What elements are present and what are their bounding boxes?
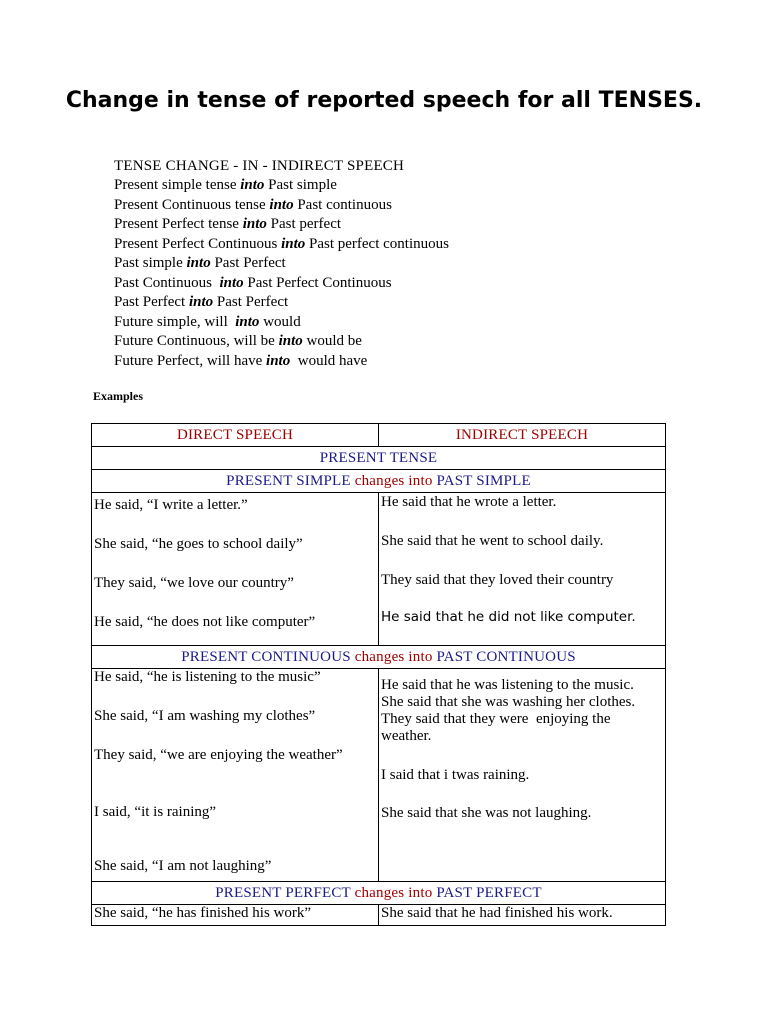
rule-line: Present Perfect Continuous into Past perfect continuous	[114, 235, 449, 252]
section-row	[92, 470, 666, 493]
rule-line: Future simple, will into would	[114, 313, 301, 330]
rule-line: Future Perfect, will have into would have	[114, 352, 368, 369]
example-direct: He said, “he does not like computer”	[94, 614, 316, 630]
direct-cell	[92, 493, 379, 646]
examples-table	[91, 423, 666, 926]
rule-line: Present simple tense into Past simple	[114, 177, 337, 193]
example-direct: She said, “he has finished his work”	[94, 905, 312, 921]
present-perfect-heading: PRESENT PERFECT changes into PAST PERFECT	[92, 882, 666, 905]
direct-cell	[92, 669, 379, 882]
direct-cell	[92, 905, 379, 926]
rules-heading: TENSE CHANGE - IN - INDIRECT SPEECH	[114, 158, 405, 174]
section-row	[92, 646, 666, 669]
example-indirect: She said that he had finished his work.	[381, 905, 613, 921]
examples-label: Examples	[93, 389, 144, 403]
table-row	[92, 905, 666, 926]
section-row	[92, 447, 666, 470]
rule-line: Past simple into Past Perfect	[114, 255, 286, 271]
table-header-row	[92, 424, 666, 447]
indirect-speech-header: INDIRECT SPEECH	[379, 424, 666, 447]
example-indirect: I said that i twas raining.	[381, 767, 530, 783]
example-direct: I said, “it is raining”	[94, 804, 217, 820]
example-indirect: They said that they were enjoying the weather.	[381, 711, 615, 744]
example-direct: They said, “we love our country”	[94, 575, 294, 591]
indirect-cell	[379, 905, 666, 926]
rule-line: Present Continuous tense into Past continuous	[114, 196, 392, 213]
section-row	[92, 882, 666, 905]
example-indirect: He said that he was listening to the music.	[381, 677, 634, 693]
present-continuous-heading: PRESENT CONTINUOUS changes into PAST CONTINUOUS	[92, 646, 666, 669]
table-row	[92, 493, 666, 646]
page-title: Change in tense of reported speech for all TENSES.	[65, 88, 703, 113]
example-indirect: He said that he wrote a letter.	[381, 494, 557, 510]
example-direct: She said, “he goes to school daily”	[94, 536, 303, 552]
indirect-cell	[379, 669, 666, 882]
example-indirect: She said that she was not laughing.	[381, 805, 592, 821]
example-indirect: She said that he went to school daily.	[381, 533, 604, 549]
present-simple-heading: PRESENT SIMPLE changes into PAST SIMPLE	[92, 470, 666, 493]
table-row	[92, 669, 666, 882]
rule-line: Past Continuous into Past Perfect Continuous	[114, 274, 392, 291]
example-direct: She said, “I am not laughing”	[94, 858, 272, 874]
tense-rules	[114, 156, 449, 371]
rule-line: Present Perfect tense into Past perfect	[114, 216, 342, 232]
present-tense-heading: PRESENT TENSE	[92, 447, 666, 470]
indirect-cell	[379, 493, 666, 646]
example-indirect: She said that she was washing her clothes.	[381, 694, 636, 710]
direct-speech-header: DIRECT SPEECH	[92, 424, 379, 447]
example-direct: She said, “I am washing my clothes”	[94, 708, 316, 724]
rule-line: Future Continuous, will be into would be	[114, 333, 362, 349]
example-direct: He said, “I write a letter.”	[94, 497, 248, 513]
example-direct: He said, “he is listening to the music”	[94, 669, 321, 685]
example-indirect: He said that he did not like computer.	[381, 609, 636, 625]
rule-line: Past Perfect into Past Perfect	[114, 294, 289, 310]
example-direct: They said, “we are enjoying the weather”	[94, 747, 343, 763]
example-indirect: They said that they loved their country	[381, 572, 614, 588]
